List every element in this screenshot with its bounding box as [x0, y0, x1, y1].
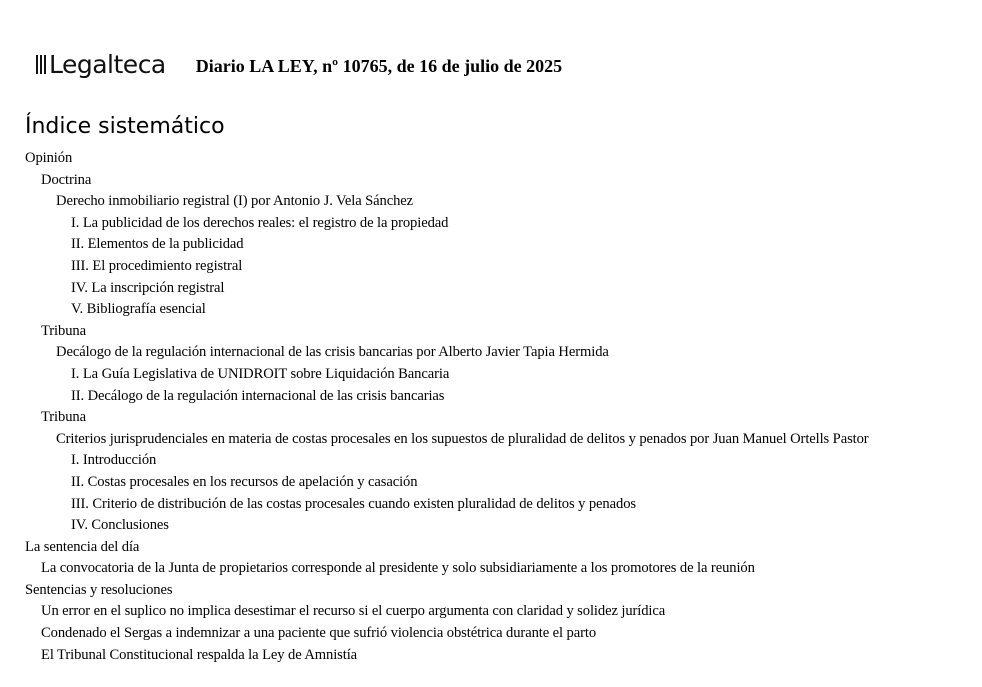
toc-entry-level-3[interactable]: I. Introducción [71, 452, 157, 469]
toc-entry-level-3[interactable]: V. Bibliografía esencial [71, 301, 206, 318]
page-header [36, 44, 562, 84]
logo-bars-icon [36, 55, 46, 74]
toc-entry-level-3[interactable]: IV. La inscripción registral [71, 279, 225, 296]
toc-entry-level-1[interactable]: Condenado el Sergas a indemnizar a una paciente que sufrió violencia obstétrica durante el parto [41, 625, 597, 642]
legalteca-logo [36, 50, 166, 79]
toc-entry-level-3[interactable]: I. La publicidad de los derechos reales: el registro de la propiedad [71, 214, 449, 231]
toc-entry-level-2[interactable]: Derecho inmobiliario registral (I) por Antonio J. Vela Sánchez [56, 193, 414, 210]
toc-entry-level-3[interactable]: IV. Conclusiones [71, 517, 169, 534]
toc-entry-level-3[interactable]: II. Decálogo de la regulación internacional de las crisis bancarias [71, 387, 445, 404]
toc-entry-level-1: Doctrina [41, 171, 92, 188]
toc-entry-level-1[interactable]: La convocatoria de la Junta de propietarios corresponde al presidente y solo subsidiariamente a los promotores de la reunión [41, 560, 755, 577]
toc-entry-level-0: La sentencia del día [25, 538, 140, 555]
issue-title: Diario LA LEY, nº 10765, de 16 de julio de 2025 [195, 55, 563, 76]
toc-list [0, 148, 982, 666]
toc-entry-level-1[interactable]: Un error en el suplico no implica desestimar el recurso si el cuerpo argumenta con claridad y solidez jurídica [41, 603, 666, 620]
toc-entry-level-3[interactable]: II. Elementos de la publicidad [71, 236, 244, 253]
toc-entry-level-1: Tribuna [41, 322, 86, 339]
toc-entry-level-3[interactable]: I. La Guía Legislativa de UNIDROIT sobre Liquidación Bancaria [71, 365, 450, 382]
toc-entry-level-1[interactable]: El Tribunal Constitucional respalda la Ley de Amnistía [41, 646, 358, 663]
logo-text: Legalteca [49, 49, 166, 79]
toc-entry-level-2[interactable]: Criterios jurisprudenciales en materia de costas procesales en los supuestos de pluralidad de delitos y penados por Juan Manuel Ortells Pastor [56, 430, 869, 447]
toc-entry-level-1: Tribuna [41, 409, 86, 426]
toc-entry-level-0: Sentencias y resoluciones [25, 581, 173, 598]
toc-entry-level-3[interactable]: III. El procedimiento registral [71, 257, 243, 274]
toc-entry-level-3[interactable]: III. Criterio de distribución de las costas procesales cuando existen pluralidad de delitos y penados [71, 495, 636, 512]
toc-entry-level-0: Opinión [25, 150, 73, 166]
toc-entry-level-3[interactable]: II. Costas procesales en los recursos de apelación y casación [71, 473, 418, 490]
index-title: Índice sistemático [25, 114, 225, 139]
toc-entry-level-2[interactable]: Decálogo de la regulación internacional de las crisis bancarias por Alberto Javier Tapia Hermida [56, 344, 609, 361]
